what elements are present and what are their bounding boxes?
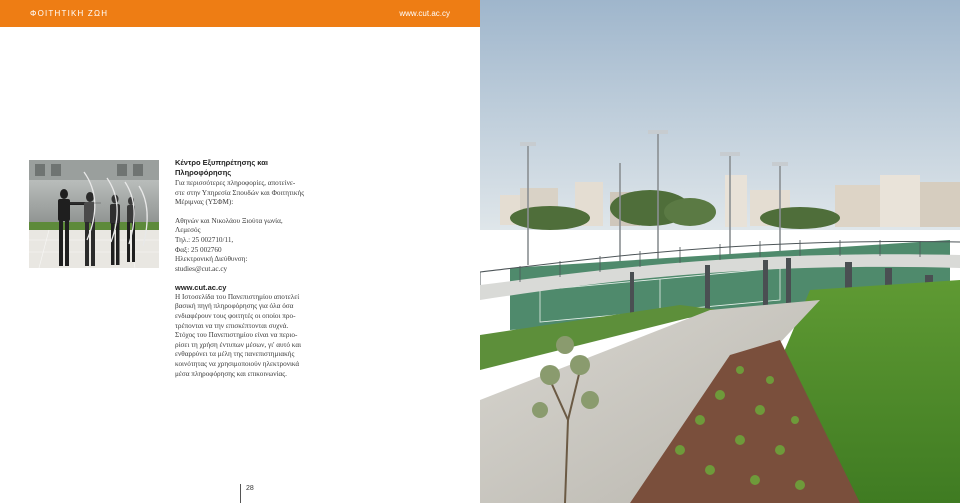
header-bar (0, 0, 480, 27)
intro-line: Μέριμνας (ΥΣΦΜ): (175, 198, 234, 207)
phone-text: Τηλ.: 25 002710/11, (175, 235, 234, 244)
page-number-rule (240, 484, 241, 503)
email-link[interactable]: studies@cut.ac.cy (175, 264, 228, 273)
website-line: βασική πηγή πληροφόρησης για όλα όσα (175, 302, 294, 311)
website-line: ενθαρρύνει τα μέλη της πανεπιστημιακής (175, 350, 295, 359)
website-line: Στόχος του Πανεπιστημίου είναι να περιο- (175, 331, 298, 340)
website-line: Η Ιστοσελίδα του Πανεπιστημίου αποτελεί (175, 292, 300, 301)
campus-photo (480, 0, 960, 503)
fax-text: Φαξ: 25 002760 (175, 245, 222, 254)
contact-paragraph (175, 217, 305, 275)
info-heading-line2: Πληροφόρησης (175, 167, 232, 177)
website-line: μέσα πληροφόρησης και επικοινωνίας. (175, 369, 287, 378)
section-title: ΦΟΙΤΗΤΙΚΗ ΖΩΗ (30, 9, 109, 18)
website-line: τρέπονται να την επισκέπτονται συχνά. (175, 321, 289, 330)
website-heading[interactable]: www.cut.ac.cy (175, 283, 227, 293)
info-column (175, 158, 305, 379)
website-line: κοινότητας να χρησιμοποιούν ηλεκτρονικά (175, 360, 300, 368)
intro-paragraph (175, 179, 305, 208)
website-paragraph (175, 293, 305, 379)
address-line: Αθηνών και Νικολάου Ξιούτα γωνία, (175, 216, 283, 225)
info-heading-line1: Κέντρο Εξυπηρέτησης και (175, 158, 268, 167)
intro-line: Για περισσότερες πληροφορίες, αποτείνε- (175, 179, 296, 187)
email-label: Ηλεκτρονική Διεύθυνση: (175, 255, 248, 264)
info-heading (175, 158, 305, 177)
website-line: ενδιαφέρουν τους φοιτητές οι οποίοι προ- (175, 312, 296, 321)
header-url[interactable]: www.cut.ac.cy (399, 9, 450, 18)
website-line: ρίσει τη χρήση έντυπων μέσων, γι' αυτό και (175, 340, 302, 349)
page-number: 28 (246, 485, 254, 492)
intro-line: στε στην Υπηρεσία Σπουδών και Φοιτητικής (175, 188, 305, 197)
archery-photo (29, 160, 159, 268)
address-city: Λεμεσός (175, 226, 201, 235)
